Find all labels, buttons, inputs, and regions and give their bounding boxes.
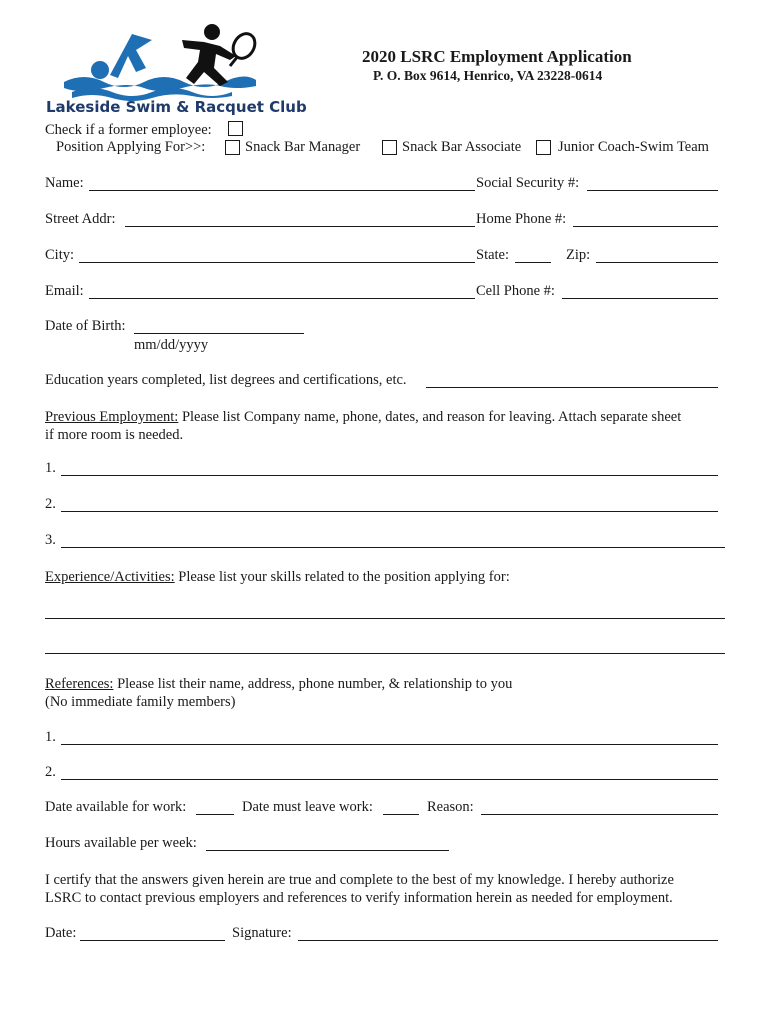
experience-line-1[interactable] <box>45 618 725 619</box>
form-title: 2020 LSRC Employment Application <box>362 47 632 66</box>
previous-employment-instructions <box>45 408 681 426</box>
employment-item-number: 3. <box>45 532 56 548</box>
references-text-2: (No immediate family members) <box>45 694 236 710</box>
date-available-field[interactable] <box>196 814 234 815</box>
signature-label: Signature: <box>232 925 292 941</box>
name-label: Name: <box>45 175 84 191</box>
cell-phone-label: Cell Phone #: <box>476 283 555 299</box>
home-phone-label: Home Phone #: <box>476 211 567 227</box>
snack-bar-associate-label: Snack Bar Associate <box>402 139 522 155</box>
employment-3-field[interactable] <box>61 547 725 548</box>
dob-label: Date of Birth: <box>45 318 126 334</box>
signature-field[interactable] <box>298 940 718 941</box>
previous-employment-text-2: if more room is needed. <box>45 427 184 443</box>
employment-item-number: 2. <box>45 496 56 512</box>
zip-field[interactable] <box>596 262 718 263</box>
dob-field[interactable] <box>134 333 304 334</box>
state-label: State: <box>476 247 510 263</box>
former-employee-checkbox[interactable] <box>228 121 243 136</box>
cell-phone-field[interactable] <box>562 298 718 299</box>
state-field[interactable] <box>515 262 551 263</box>
experience-text: Please list your skills related to the position applying for: <box>174 569 510 585</box>
employment-1-field[interactable] <box>61 475 718 476</box>
ssn-field[interactable] <box>587 190 718 191</box>
reference-1-field[interactable] <box>61 744 718 745</box>
junior-coach-checkbox[interactable] <box>536 140 551 155</box>
reference-2-field[interactable] <box>61 779 718 780</box>
reference-item-number: 1. <box>45 729 56 745</box>
street-label: Street Addr: <box>45 211 116 227</box>
experience-line-2[interactable] <box>45 653 725 654</box>
references-text: Please list their name, address, phone number, & relationship to you <box>113 676 513 692</box>
reference-item-number: 2. <box>45 764 56 780</box>
street-field[interactable] <box>125 226 475 227</box>
dob-format-hint: mm/dd/yyyy <box>134 337 209 353</box>
experience-instructions <box>45 568 510 586</box>
experience-heading: Experience/Activities: <box>45 569 175 585</box>
date-available-label: Date available for work: <box>45 799 187 815</box>
certification-text-1: I certify that the answers given herein are true and complete to the best of my knowledge. I hereby authorize <box>45 872 674 888</box>
home-phone-field[interactable] <box>573 226 718 227</box>
previous-employment-text: Please list Company name, phone, dates, and reason for leaving. Attach separate sheet <box>178 409 682 425</box>
name-field[interactable] <box>89 190 475 191</box>
previous-employment-heading: Previous Employment: <box>45 409 179 425</box>
hours-label: Hours available per week: <box>45 835 197 851</box>
former-employee-label: Check if a former employee: <box>45 122 212 138</box>
date-leave-label: Date must leave work: <box>242 799 373 815</box>
education-field[interactable] <box>426 387 718 388</box>
reason-field[interactable] <box>481 814 718 815</box>
signature-date-label: Date: <box>45 925 77 941</box>
position-label: Position Applying For>>: <box>56 139 206 155</box>
references-instructions <box>45 675 512 693</box>
snack-bar-manager-checkbox[interactable] <box>225 140 240 155</box>
snack-bar-manager-label: Snack Bar Manager <box>245 139 361 155</box>
date-leave-field[interactable] <box>383 814 419 815</box>
references-heading: References: <box>45 676 114 692</box>
logo-text: Lakeside Swim & Racquet Club <box>46 98 307 116</box>
signature-date-field[interactable] <box>80 940 225 941</box>
snack-bar-associate-checkbox[interactable] <box>382 140 397 155</box>
zip-label: Zip: <box>566 247 591 263</box>
form-address: P. O. Box 9614, Henrico, VA 23228-0614 <box>373 68 603 83</box>
city-field[interactable] <box>79 262 475 263</box>
employment-item-number: 1. <box>45 460 56 476</box>
hours-field[interactable] <box>206 850 449 851</box>
reason-label: Reason: <box>427 799 474 815</box>
city-label: City: <box>45 247 75 263</box>
ssn-label: Social Security #: <box>476 175 580 191</box>
education-label: Education years completed, list degrees and certifications, etc. <box>45 372 407 388</box>
certification-text-2: LSRC to contact previous employers and references to verify information herein as needed for employment. <box>45 890 673 906</box>
junior-coach-label: Junior Coach-Swim Team <box>558 139 709 155</box>
lakeside-swim-racquet-club-logo <box>44 20 307 120</box>
email-field[interactable] <box>89 298 475 299</box>
employment-2-field[interactable] <box>61 511 718 512</box>
email-label: Email: <box>45 283 84 299</box>
